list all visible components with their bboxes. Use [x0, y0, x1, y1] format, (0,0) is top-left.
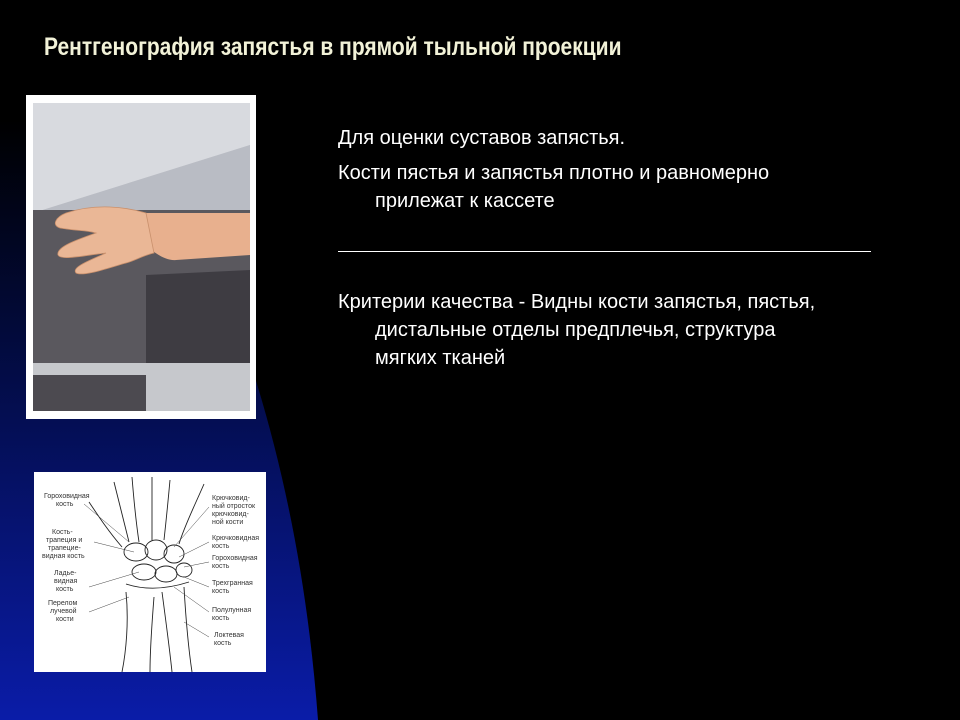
positioning-text — [338, 159, 769, 215]
quality-criteria-text — [338, 288, 815, 372]
diagram-label: кость — [214, 640, 232, 647]
diagram-label: кость — [212, 615, 230, 622]
diagram-label: Перелом — [48, 600, 78, 607]
diagram-label: трапеция и — [46, 537, 83, 544]
diagram-label: Крючковид- — [212, 495, 250, 502]
diagram-label: Гороховидная — [44, 493, 90, 500]
diagram-label: кость — [56, 586, 74, 593]
diagram-label: Полулунная — [212, 607, 252, 614]
positioning-line-2: прилежат к кассете — [375, 190, 555, 212]
diagram-label: лучевой — [50, 608, 77, 615]
wrist-bones-diagram — [34, 472, 266, 672]
criteria-line-1: Критерии качества - Видны кости запястья, пястья, — [338, 291, 816, 313]
diagram-label: кость — [212, 563, 230, 570]
diagram-label: трапецие- — [48, 545, 81, 552]
diagram-label: крючковид- — [212, 511, 249, 518]
hand-positioning-photo — [26, 95, 256, 419]
diagram-label: кости — [56, 616, 74, 623]
diagram-label: Трехгранная — [212, 580, 253, 587]
diagram-label: ной кости — [212, 519, 244, 526]
positioning-line-1: Кости пястья и запястья плотно и равномерно — [338, 162, 770, 184]
diagram-label: кость — [212, 543, 230, 550]
diagram-label: кость — [56, 501, 74, 508]
diagram-label: Ладье- — [54, 570, 77, 577]
diagram-label: Кость- — [52, 529, 73, 536]
diagram-label: Крючковидная — [212, 535, 260, 542]
purpose-text: Для оценки суставов запястья. — [338, 127, 626, 149]
diagram-label: видная — [54, 578, 78, 585]
diagram-label: Локтевая — [214, 632, 244, 639]
divider-line — [338, 251, 871, 253]
slide-title: Рентгенография запястья в прямой тыльной проекции — [44, 33, 622, 61]
diagram-label: видная кость — [42, 553, 85, 560]
diagram-label: кость — [212, 588, 230, 595]
criteria-line-3: мягких тканей — [375, 347, 506, 369]
diagram-label: ный отросток — [212, 503, 256, 510]
criteria-line-2: дистальные отделы предплечья, структура — [375, 319, 776, 341]
diagram-label: Гороховидная — [212, 555, 258, 562]
